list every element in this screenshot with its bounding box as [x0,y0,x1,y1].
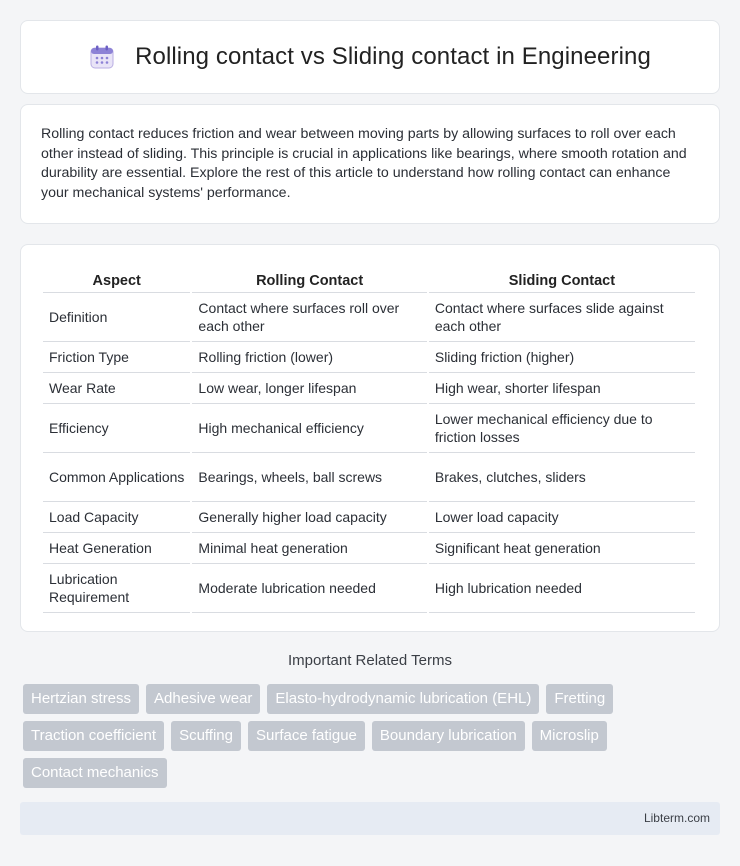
table-cell: Lower mechanical efficiency due to friction losses [429,404,695,453]
calendar-icon [89,44,115,70]
table-cell: Low wear, longer lifespan [192,373,426,404]
table-cell: Generally higher load capacity [192,502,426,533]
table-row [43,533,695,564]
table-cell: High wear, shorter lifespan [429,373,695,404]
table-cell: Significant heat generation [429,533,695,564]
table-header-row [43,265,695,293]
table-cell: Definition [43,293,190,342]
table-row [43,502,695,533]
term-tag[interactable]: Elasto-hydrodynamic lubrication (EHL) [267,684,539,714]
comparison-table-card [20,244,720,632]
page-title: Rolling contact vs Sliding contact in Engineering [135,43,651,70]
table-cell: Brakes, clutches, sliders [429,453,695,502]
table-cell: Rolling friction (lower) [192,342,426,373]
title-card [20,20,720,94]
table-cell: Common Applications [43,453,190,502]
term-tag[interactable]: Fretting [546,684,613,714]
term-tag[interactable]: Surface fatigue [248,721,365,751]
table-cell: Minimal heat generation [192,533,426,564]
header-rolling: Rolling Contact [192,265,426,293]
table-row [43,564,695,613]
table-cell: Contact where surfaces roll over each other [192,293,426,342]
table-cell: Sliding friction (higher) [429,342,695,373]
term-tag[interactable]: Hertzian stress [23,684,139,714]
table-row [43,293,695,342]
term-tag[interactable]: Microslip [532,721,607,751]
intro-text: Rolling contact reduces friction and wear between moving parts by allowing surfaces to roll over each other instead of sliding. This principle is crucial in applications like bearings, where smooth rotation and durability are essential. Explore the rest of this article to understand how rolling contact can enhance your mechanical systems' performance. [41,126,687,201]
header-aspect: Aspect [43,265,190,293]
related-terms-title: Important Related Terms [288,652,452,669]
header-sliding: Sliding Contact [429,265,695,293]
table-cell: Lower load capacity [429,502,695,533]
term-tag[interactable]: Boundary lubrication [372,721,525,751]
term-tag[interactable]: Traction coefficient [23,721,164,751]
table-cell: Efficiency [43,404,190,453]
footer [20,802,720,835]
table-cell: Load Capacity [43,502,190,533]
table-cell: Contact where surfaces slide against each other [429,293,695,342]
table-cell: Wear Rate [43,373,190,404]
term-tag[interactable]: Adhesive wear [146,684,260,714]
comparison-table [41,265,697,613]
table-cell: Friction Type [43,342,190,373]
term-tag[interactable]: Contact mechanics [23,758,167,788]
footer-site-link[interactable]: Libterm.com [643,811,710,825]
table-cell: High mechanical efficiency [192,404,426,453]
table-row [43,342,695,373]
table-cell: High lubrication needed [429,564,695,613]
table-cell: Lubrication Requirement [43,564,190,613]
intro-card [20,104,720,224]
table-row [43,373,695,404]
table-cell: Bearings, wheels, ball screws [192,453,426,502]
table-cell: Moderate lubrication needed [192,564,426,613]
term-tag[interactable]: Scuffing [171,721,241,751]
related-terms-list [23,684,703,788]
table-row [43,404,695,453]
table-row [43,453,695,502]
table-cell: Heat Generation [43,533,190,564]
